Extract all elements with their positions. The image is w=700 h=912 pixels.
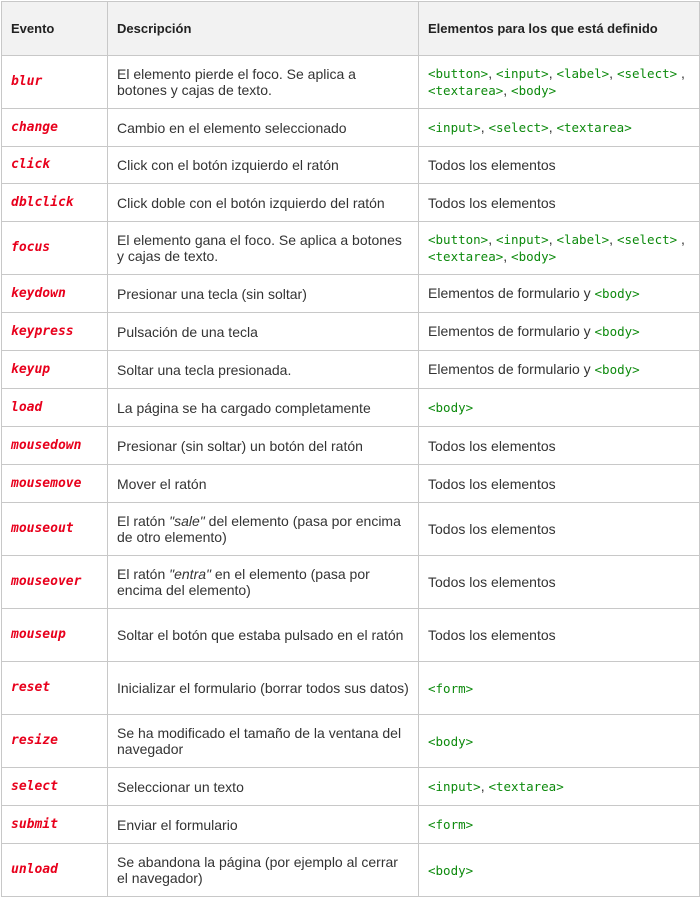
element-text: Todos los elementos	[428, 194, 556, 211]
element-tag: <body>	[428, 862, 474, 878]
element-tag: <select>	[488, 120, 549, 135]
element-tag: <textarea>	[428, 83, 504, 98]
event-elements	[419, 56, 700, 109]
element-text: Todos los elementos	[428, 574, 556, 590]
event-description: Enviar el formulario	[108, 806, 419, 844]
element-tag: <button>	[428, 66, 489, 81]
element-text: ,	[488, 65, 496, 81]
event-description: La página se ha cargado completamente	[108, 389, 419, 427]
event-elements	[419, 184, 700, 222]
event-elements	[419, 662, 700, 715]
event-elements	[419, 389, 700, 427]
event-elements	[419, 609, 700, 662]
event-name: mouseup	[2, 609, 108, 662]
event-elements	[419, 715, 700, 768]
event-elements	[419, 313, 700, 351]
element-text: ,	[677, 231, 685, 247]
event-name: keypress	[2, 313, 108, 351]
event-description: Presionar una tecla (sin soltar)	[108, 275, 419, 313]
table-row	[2, 465, 700, 503]
table-row	[2, 806, 700, 844]
table-row	[2, 556, 700, 609]
event-description: Cambio en el elemento seleccionado	[108, 109, 419, 147]
event-name: submit	[2, 806, 108, 844]
event-description: Se abandona la página (por ejemplo al cerrar el navegador)	[108, 844, 419, 897]
event-name: resize	[2, 715, 108, 768]
event-name: reset	[2, 662, 108, 715]
element-text: ,	[548, 231, 557, 247]
element-text: ,	[548, 119, 557, 135]
element-text: Elementos de formulario y	[428, 323, 595, 339]
event-elements	[419, 427, 700, 465]
event-elements	[419, 222, 700, 275]
element-tag: <select>	[616, 66, 678, 81]
event-description: Pulsación de una tecla	[108, 313, 419, 351]
event-elements	[419, 147, 700, 184]
event-elements	[419, 844, 700, 897]
table-row	[2, 389, 700, 427]
element-tag: <input>	[496, 66, 549, 81]
table-row	[2, 503, 700, 556]
description-fragment: del elemento (pasa por encima de otro elemento)	[117, 513, 401, 545]
event-description: Soltar una tecla presionada.	[108, 351, 419, 389]
element-tag: <body>	[428, 400, 474, 415]
element-tag: <form>	[428, 680, 474, 696]
element-text: ,	[488, 231, 496, 247]
element-text: Elementos de formulario y	[428, 285, 595, 301]
table-row	[2, 715, 700, 768]
description-fragment: en el elemento (pasa por encima del elemento)	[117, 566, 370, 598]
element-tag: <body>	[594, 362, 640, 377]
table-row	[2, 844, 700, 897]
element-text: Todos los elementos	[428, 475, 556, 492]
description-fragment: "sale"	[169, 513, 205, 529]
element-tag: <body>	[428, 733, 474, 749]
element-tag: <textarea>	[428, 249, 504, 264]
event-description: Presionar (sin soltar) un botón del ratón	[108, 427, 419, 465]
element-tag: <body>	[511, 83, 557, 98]
event-description: Mover el ratón	[108, 465, 419, 503]
element-text: Todos los elementos	[428, 521, 556, 537]
element-tag: <textarea>	[556, 120, 632, 135]
element-text: ,	[503, 82, 512, 98]
table-row	[2, 275, 700, 313]
element-tag: <button>	[428, 232, 489, 247]
event-description	[108, 556, 419, 609]
table-row	[2, 56, 700, 109]
event-description: Seleccionar un texto	[108, 768, 419, 806]
header-row	[2, 2, 700, 56]
event-name: unload	[2, 844, 108, 897]
table-row	[2, 147, 700, 184]
table-row	[2, 768, 700, 806]
description-fragment: El ratón	[117, 566, 170, 582]
element-tag: <body>	[511, 249, 557, 264]
event-name: keydown	[2, 275, 108, 313]
event-elements	[419, 109, 700, 147]
event-description: Inicializar el formulario (borrar todos sus datos)	[108, 662, 419, 715]
element-text: ,	[548, 65, 557, 81]
event-name: click	[2, 147, 108, 184]
events-body	[2, 56, 700, 897]
element-text: Todos los elementos	[428, 627, 556, 643]
element-tag: <input>	[496, 232, 549, 247]
table-row	[2, 109, 700, 147]
event-description: Click con el botón izquierdo el ratón	[108, 147, 419, 184]
element-text: Todos los elementos	[428, 437, 556, 454]
event-description: Click doble con el botón izquierdo del ratón	[108, 184, 419, 222]
event-name: load	[2, 389, 108, 427]
event-description: Se ha modificado el tamaño de la ventana del navegador	[108, 715, 419, 768]
event-elements	[419, 806, 700, 844]
event-elements	[419, 465, 700, 503]
description-fragment: El ratón	[117, 513, 170, 529]
description-fragment: "entra"	[169, 566, 211, 582]
table-row	[2, 222, 700, 275]
table-row	[2, 427, 700, 465]
element-text: ,	[480, 119, 489, 135]
element-tag: <select>	[616, 232, 678, 247]
element-text: Elementos de formulario y	[428, 361, 595, 377]
table-row	[2, 313, 700, 351]
event-name: focus	[2, 222, 108, 275]
event-name: select	[2, 768, 108, 806]
event-name: mouseover	[2, 556, 108, 609]
event-name: blur	[2, 56, 108, 109]
event-elements	[419, 503, 700, 556]
event-description: El elemento pierde el foco. Se aplica a botones y cajas de texto.	[108, 56, 419, 109]
element-tag: <textarea>	[488, 779, 564, 794]
event-elements	[419, 556, 700, 609]
element-text: ,	[503, 248, 512, 264]
element-text: ,	[480, 778, 489, 794]
element-text: ,	[609, 231, 617, 247]
event-description: Soltar el botón que estaba pulsado en el ratón	[108, 609, 419, 662]
event-name: change	[2, 109, 108, 147]
element-tag: <body>	[594, 324, 640, 339]
event-elements	[419, 351, 700, 389]
element-tag: <input>	[428, 120, 481, 135]
element-tag: <body>	[594, 286, 640, 301]
events-table	[1, 1, 700, 897]
table-row	[2, 184, 700, 222]
element-tag: <form>	[428, 817, 474, 832]
table-row	[2, 351, 700, 389]
event-name: dblclick	[2, 184, 108, 222]
event-elements	[419, 275, 700, 313]
header-elements: Elementos para los que está definido	[419, 2, 700, 56]
event-elements	[419, 768, 700, 806]
header-event: Evento	[2, 2, 108, 56]
table-row	[2, 662, 700, 715]
event-name: keyup	[2, 351, 108, 389]
element-text: Todos los elementos	[428, 157, 556, 173]
event-name: mousemove	[2, 465, 108, 503]
element-text: ,	[677, 65, 685, 81]
event-description: El elemento gana el foco. Se aplica a botones y cajas de texto.	[108, 222, 419, 275]
element-tag: <input>	[428, 779, 481, 794]
event-description	[108, 503, 419, 556]
table-row	[2, 609, 700, 662]
event-name: mousedown	[2, 427, 108, 465]
element-text: ,	[609, 65, 617, 81]
element-tag: <label>	[556, 66, 610, 81]
header-description: Descripción	[108, 2, 419, 56]
element-tag: <label>	[556, 232, 610, 247]
event-name: mouseout	[2, 503, 108, 556]
